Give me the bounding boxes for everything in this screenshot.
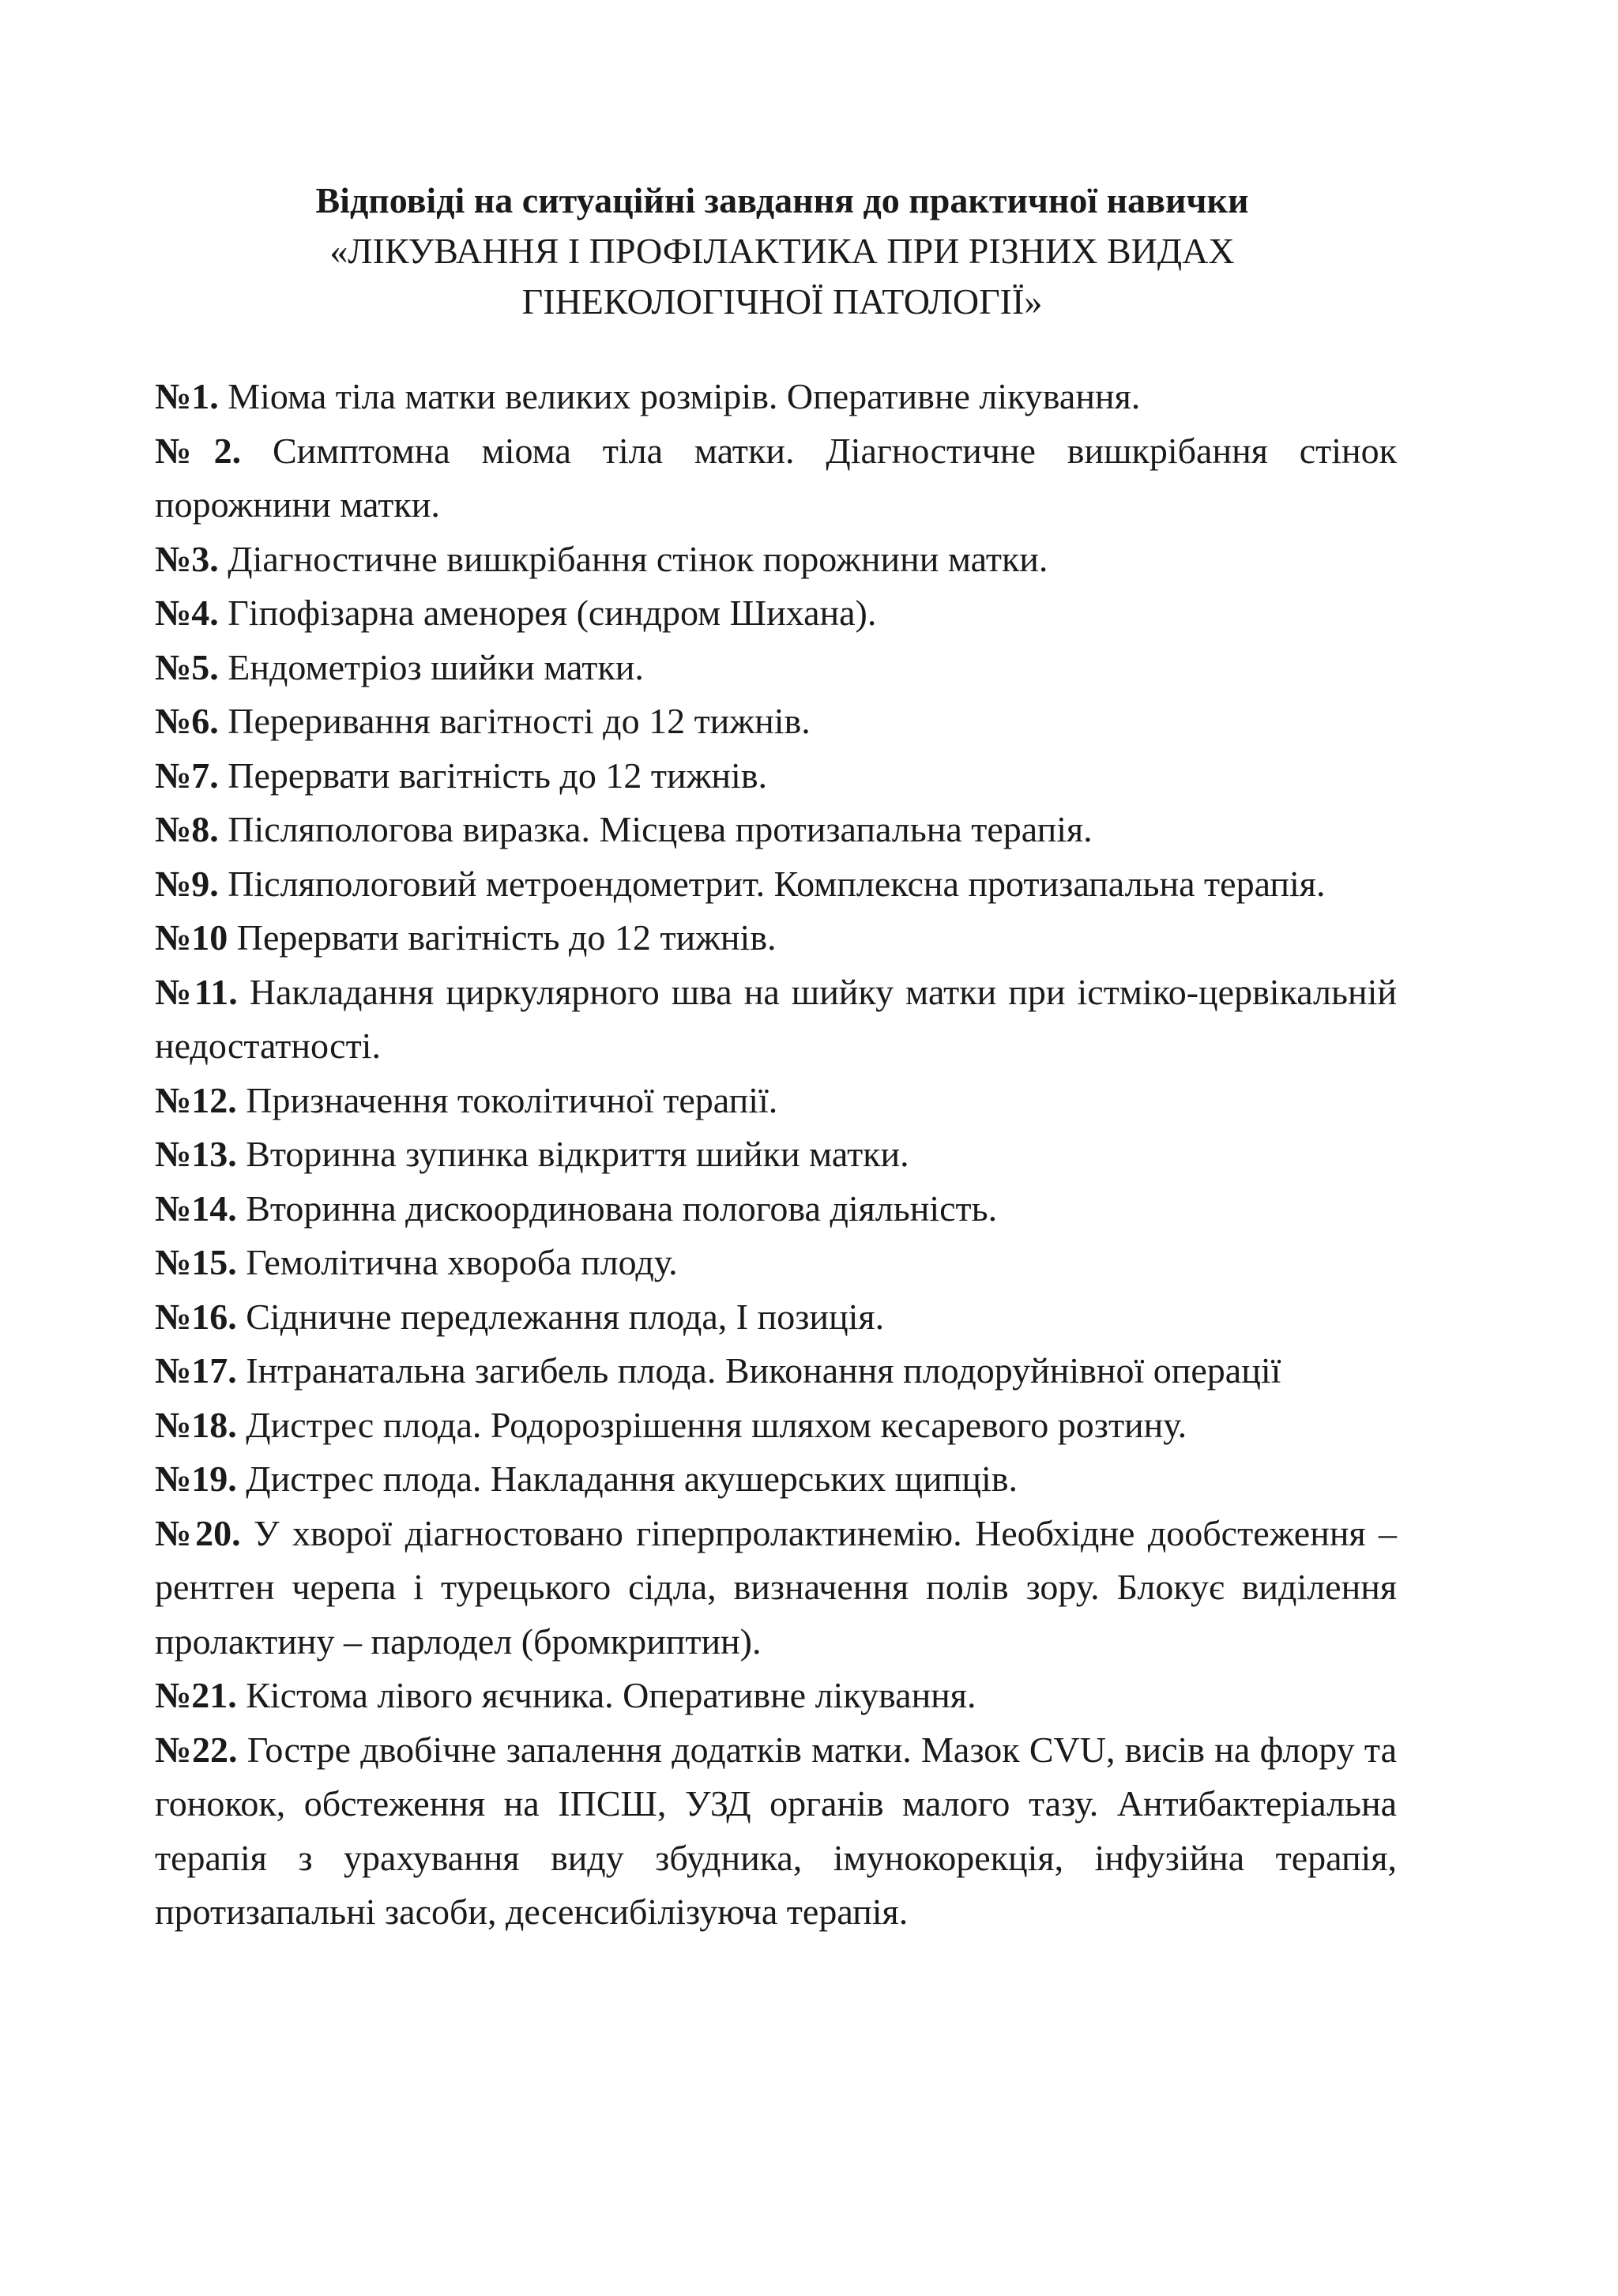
answer-text: Інтранатальна загибель плода. Виконання плодоруйнівної операції: [246, 1350, 1281, 1391]
answer-item-8: [155, 803, 1397, 857]
answer-number: №12.: [155, 1079, 237, 1120]
answer-number: №8.: [155, 809, 219, 849]
answer-number: №5.: [155, 646, 219, 687]
answer-number: №19.: [155, 1459, 237, 1499]
answer-item-14: [155, 1182, 1397, 1236]
answer-text: Накладання циркулярного шва на шийку матки при істміко-цервікальній недостатності.: [155, 971, 1398, 1066]
answer-item-4: [155, 586, 1397, 641]
answer-number: №18.: [155, 1404, 237, 1445]
answer-number: №22.: [155, 1729, 238, 1770]
answer-text: Сідничне передлежання плода, І позиція.: [246, 1296, 885, 1337]
answer-item-7: [155, 749, 1397, 804]
answer-item-10: [155, 911, 1397, 965]
answer-number: №6.: [155, 701, 219, 741]
answer-item-13: [155, 1127, 1397, 1182]
answer-text: Післяпологова виразка. Місцева протизапальна терапія.: [228, 809, 1093, 849]
answer-text: Вторинна зупинка відкриття шийки матки.: [246, 1134, 909, 1174]
answer-item-16: [155, 1290, 1397, 1345]
answer-item-18: [155, 1398, 1397, 1453]
answer-text: Призначення токолітичної терапії.: [246, 1079, 778, 1120]
answer-item-12: [155, 1074, 1397, 1128]
answer-number: №20.: [155, 1512, 241, 1553]
answer-text: У хворої діагностовано гіперпролактинемію. Необхідне дообстеження – рентген черепа і турецького сідла, визначення полів зору. Блокує виділення пролактину – парлодел (бромкриптин).: [155, 1512, 1397, 1662]
answer-item-15: [155, 1236, 1397, 1290]
answer-item-2: [155, 424, 1397, 533]
answer-item-3: [155, 533, 1397, 587]
answer-number: №3.: [155, 538, 219, 579]
answer-item-5: [155, 641, 1397, 695]
answer-item-19: [155, 1452, 1397, 1507]
document-heading: [158, 175, 1406, 327]
heading-title: Відповіді на ситуаційні завдання до практичної навички: [315, 180, 1249, 220]
answer-item-9: [155, 857, 1397, 912]
answer-text: Симптомна міома тіла матки. Діагностичне вишкрібання стінок порожнини матки.: [155, 430, 1397, 525]
answer-number: №2.: [155, 430, 242, 471]
answer-number: №1.: [155, 376, 219, 416]
answer-text: Переривання вагітності до 12 тижнів.: [228, 701, 811, 741]
answer-item-21: [155, 1669, 1397, 1723]
answer-number: №17.: [155, 1350, 237, 1391]
answer-number: №7.: [155, 755, 219, 796]
answer-text: Гемолітична хвороба плоду.: [246, 1242, 678, 1282]
answer-item-11: [155, 965, 1397, 1074]
answer-text: Кістома лівого яєчника. Оперативне лікування.: [246, 1675, 976, 1715]
answer-number: №11.: [155, 971, 238, 1012]
answer-text: Діагностичне вишкрібання стінок порожнини матки.: [228, 538, 1048, 579]
answer-text: Перервати вагітність до 12 тижнів.: [236, 917, 777, 958]
answer-item-22: [155, 1723, 1397, 1940]
answer-item-17: [155, 1344, 1397, 1398]
answer-item-6: [155, 694, 1397, 749]
answer-number: №4.: [155, 593, 219, 633]
answer-number: №14.: [155, 1188, 237, 1229]
answer-item-20: [155, 1507, 1397, 1669]
answer-number: №15.: [155, 1242, 237, 1282]
answer-text: Дистрес плода. Родорозрішення шляхом кесаревого розтину.: [246, 1404, 1187, 1445]
answer-text: Дистрес плода. Накладання акушерських щипців.: [246, 1459, 1018, 1499]
answer-number: №9.: [155, 863, 219, 904]
answer-text: Міома тіла матки великих розмірів. Оперативне лікування.: [228, 376, 1141, 416]
answer-text: Вторинна дискоординована пологова діяльність.: [246, 1188, 998, 1229]
answer-text: Післяпологовий метроендометрит. Комплексна протизапальна терапія.: [228, 863, 1326, 904]
answers-list: [155, 370, 1397, 1940]
answer-text: Ендометріоз шийки матки.: [228, 646, 644, 687]
answer-text: Гостре двобічне запалення додатків матки. Мазок CVU, висів на флору та гонокок, обстеження на ІПСШ, УЗД органів малого тазу. Антибактеріальна терапія з урахування виду збудника, імунокорекція, інфузійна терапія, протизапальні засоби, десенсибілізуюча терапія.: [155, 1729, 1397, 1932]
answer-number: №21.: [155, 1675, 237, 1715]
answer-text: Гіпофізарна аменорея (синдром Шихана).: [228, 593, 877, 633]
answer-number: №10: [155, 917, 228, 958]
answer-number: №16.: [155, 1296, 237, 1337]
heading-subtitle-line-1: «ЛІКУВАННЯ І ПРОФІЛАКТИКА ПРИ РІЗНИХ ВИДАХ: [329, 231, 1235, 271]
heading-subtitle-line-2: ГІНЕКОЛОГІЧНОЇ ПАТОЛОГІЇ»: [521, 281, 1043, 322]
answer-number: №13.: [155, 1134, 237, 1174]
answer-text: Перервати вагітність до 12 тижнів.: [228, 755, 768, 796]
answer-item-1: [155, 370, 1397, 424]
